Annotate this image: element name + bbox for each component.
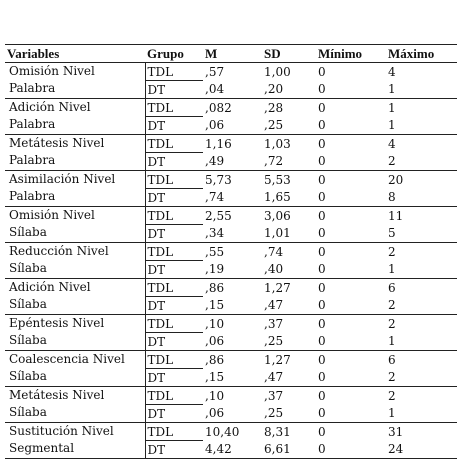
- grupo-cell: TDL: [145, 99, 203, 117]
- min-cell: 0: [318, 190, 326, 205]
- table-row: [5, 135, 457, 153]
- variable-cell: [5, 171, 145, 207]
- min-cell: 0: [316, 351, 386, 369]
- table-row: [5, 279, 457, 297]
- mean-cell: 1,16: [203, 135, 262, 153]
- min-cell: 0: [318, 298, 326, 313]
- max-cell: 2: [386, 387, 457, 405]
- sd-cell: 3,06: [262, 207, 316, 225]
- grupo-cell: TDL: [145, 207, 203, 225]
- mean-cell: ,10: [203, 315, 262, 333]
- max-cell: 1: [388, 262, 396, 277]
- min-cell: 0: [316, 171, 386, 189]
- max-cell: 4: [386, 63, 457, 81]
- variable-label-line: Sílaba: [9, 225, 47, 239]
- mean-cell: ,57: [203, 63, 262, 81]
- min-cell: 0: [318, 406, 326, 421]
- sd-cell: 8,31: [262, 423, 316, 441]
- min-cell: 0: [316, 207, 386, 225]
- sd-cell: 1,01: [264, 226, 291, 241]
- grupo-cell: TDL: [145, 135, 203, 153]
- mean-cell: ,15: [205, 370, 225, 385]
- max-cell: 5: [388, 226, 396, 241]
- sd-cell: ,28: [262, 99, 316, 117]
- table-header-row: [5, 45, 457, 63]
- min-cell: 0: [316, 135, 386, 153]
- table-row: [5, 243, 457, 261]
- sd-cell: 1,27: [262, 279, 316, 297]
- variable-cell: [5, 423, 145, 459]
- header-variables: Variables: [5, 45, 145, 63]
- grupo-cell: TDL: [145, 171, 203, 189]
- mean-cell: ,86: [203, 351, 262, 369]
- min-cell: 0: [316, 279, 386, 297]
- header-minimo: Mínimo: [316, 45, 386, 63]
- grupo-cell: DT: [145, 261, 203, 279]
- max-cell: 2: [386, 243, 457, 261]
- max-cell: 8: [388, 190, 396, 205]
- grupo-cell: DT: [145, 333, 203, 351]
- table-row: [5, 315, 457, 333]
- variable-cell: [5, 243, 145, 279]
- max-cell: 1: [388, 406, 396, 421]
- sd-cell: 6,61: [262, 441, 316, 459]
- variable-cell: [5, 387, 145, 423]
- max-cell: 2: [388, 370, 396, 385]
- grupo-cell: TDL: [145, 387, 203, 405]
- max-cell: 6: [386, 351, 457, 369]
- sd-cell: ,37: [262, 387, 316, 405]
- min-cell: 0: [316, 423, 386, 441]
- grupo-cell: DT: [145, 225, 203, 243]
- min-cell: 0: [316, 99, 386, 117]
- table-row: [5, 423, 457, 441]
- mean-cell: ,55: [203, 243, 262, 261]
- grupo-cell: DT: [145, 405, 203, 423]
- header-sd: SD: [262, 45, 316, 63]
- mean-cell: ,86: [203, 279, 262, 297]
- sd-cell: ,25: [264, 118, 284, 133]
- sd-cell: 1,65: [264, 190, 291, 205]
- mean-cell: ,74: [205, 190, 225, 205]
- variable-label-line: Palabra: [9, 189, 56, 203]
- table-row: [5, 207, 457, 225]
- variable-label-line: Asimilación Nivel: [9, 172, 116, 186]
- grupo-cell: TDL: [145, 243, 203, 261]
- sd-cell: 1,27: [262, 351, 316, 369]
- min-cell: 0: [318, 226, 326, 241]
- min-cell: 0: [318, 118, 326, 133]
- sd-cell: ,20: [264, 82, 284, 97]
- variable-cell: [5, 135, 145, 171]
- mean-cell: ,19: [205, 262, 225, 277]
- variable-label-line: Palabra: [9, 81, 56, 95]
- mean-cell: 4,42: [203, 441, 262, 459]
- header-maximo: Máximo: [386, 45, 457, 63]
- table-row: [5, 63, 457, 81]
- grupo-cell: TDL: [145, 315, 203, 333]
- variable-label-line: Reducción Nivel: [9, 244, 109, 258]
- table-row: [5, 351, 457, 369]
- variable-label-line: Palabra: [9, 153, 56, 167]
- grupo-cell: TDL: [145, 423, 203, 441]
- variable-cell: [5, 279, 145, 315]
- table-body: [5, 63, 457, 459]
- max-cell: 2: [388, 298, 396, 313]
- mean-cell: ,10: [203, 387, 262, 405]
- variable-label-line: Segmental: [9, 441, 75, 455]
- table-row: [5, 171, 457, 189]
- sd-cell: 1,03: [262, 135, 316, 153]
- statistics-table: [5, 44, 457, 459]
- sd-cell: ,40: [264, 262, 284, 277]
- grupo-cell: TDL: [145, 63, 203, 81]
- mean-cell: ,06: [205, 118, 225, 133]
- table-row: [5, 387, 457, 405]
- max-cell: 1: [386, 99, 457, 117]
- mean-cell: ,06: [205, 406, 225, 421]
- max-cell: 1: [388, 118, 396, 133]
- variable-label-line: Sustitución Nivel: [9, 424, 114, 438]
- mean-cell: ,15: [205, 298, 225, 313]
- mean-cell: 2,55: [203, 207, 262, 225]
- min-cell: 0: [316, 387, 386, 405]
- variable-label-line: Sílaba: [9, 405, 47, 419]
- max-cell: 11: [386, 207, 457, 225]
- sd-cell: ,72: [264, 154, 284, 169]
- variable-cell: [5, 207, 145, 243]
- variable-label-line: Sílaba: [9, 297, 47, 311]
- grupo-cell: DT: [145, 153, 203, 171]
- max-cell: 4: [386, 135, 457, 153]
- min-cell: 0: [318, 334, 326, 349]
- sd-cell: 5,53: [262, 171, 316, 189]
- variable-label-line: Metátesis Nivel: [9, 388, 105, 402]
- variable-label-line: Adición Nivel: [9, 280, 91, 294]
- min-cell: 0: [318, 262, 326, 277]
- grupo-cell: DT: [145, 441, 203, 459]
- sd-cell: ,25: [264, 334, 284, 349]
- grupo-cell: TDL: [145, 351, 203, 369]
- variable-cell: [5, 351, 145, 387]
- mean-cell: ,49: [205, 154, 225, 169]
- variable-cell: [5, 63, 145, 99]
- min-cell: 0: [318, 370, 326, 385]
- min-cell: 0: [316, 63, 386, 81]
- max-cell: 2: [386, 315, 457, 333]
- table-row: [5, 99, 457, 117]
- max-cell: 31: [386, 423, 457, 441]
- variable-label-line: Sílaba: [9, 369, 47, 383]
- mean-cell: 10,40: [203, 423, 262, 441]
- variable-label-line: Omisión Nivel: [9, 208, 95, 222]
- max-cell: 20: [386, 171, 457, 189]
- grupo-cell: DT: [145, 369, 203, 387]
- mean-cell: ,04: [205, 82, 225, 97]
- variable-cell: [5, 99, 145, 135]
- max-cell: 24: [386, 441, 457, 459]
- sd-cell: ,47: [264, 298, 284, 313]
- mean-cell: ,06: [205, 334, 225, 349]
- variable-label-line: Metátesis Nivel: [9, 136, 105, 150]
- grupo-cell: DT: [145, 189, 203, 207]
- sd-cell: 1,00: [262, 63, 316, 81]
- variable-label-line: Epéntesis Nivel: [9, 316, 105, 330]
- min-cell: 0: [318, 154, 326, 169]
- max-cell: 2: [388, 154, 396, 169]
- variable-label-line: Omisión Nivel: [9, 64, 95, 78]
- mean-cell: ,082: [203, 99, 262, 117]
- sd-cell: ,47: [264, 370, 284, 385]
- max-cell: 6: [386, 279, 457, 297]
- mean-cell: ,34: [205, 226, 225, 241]
- variable-cell: [5, 315, 145, 351]
- mean-cell: 5,73: [203, 171, 262, 189]
- grupo-cell: DT: [145, 297, 203, 315]
- variable-label-line: Sílaba: [9, 333, 47, 347]
- grupo-cell: TDL: [145, 279, 203, 297]
- variable-label-line: Coalescencia Nivel: [9, 352, 125, 366]
- min-cell: 0: [316, 243, 386, 261]
- min-cell: 0: [316, 315, 386, 333]
- sd-cell: ,25: [264, 406, 284, 421]
- grupo-cell: DT: [145, 81, 203, 99]
- max-cell: 1: [388, 334, 396, 349]
- sd-cell: ,74: [262, 243, 316, 261]
- variable-label-line: Palabra: [9, 117, 56, 131]
- sd-cell: ,37: [262, 315, 316, 333]
- max-cell: 1: [388, 82, 396, 97]
- min-cell: 0: [318, 82, 326, 97]
- variable-label-line: Sílaba: [9, 261, 47, 275]
- grupo-cell: DT: [145, 117, 203, 135]
- variable-label-line: Adición Nivel: [9, 100, 91, 114]
- header-m: M: [203, 45, 262, 63]
- header-grupo: Grupo: [145, 45, 203, 63]
- min-cell: 0: [316, 441, 386, 459]
